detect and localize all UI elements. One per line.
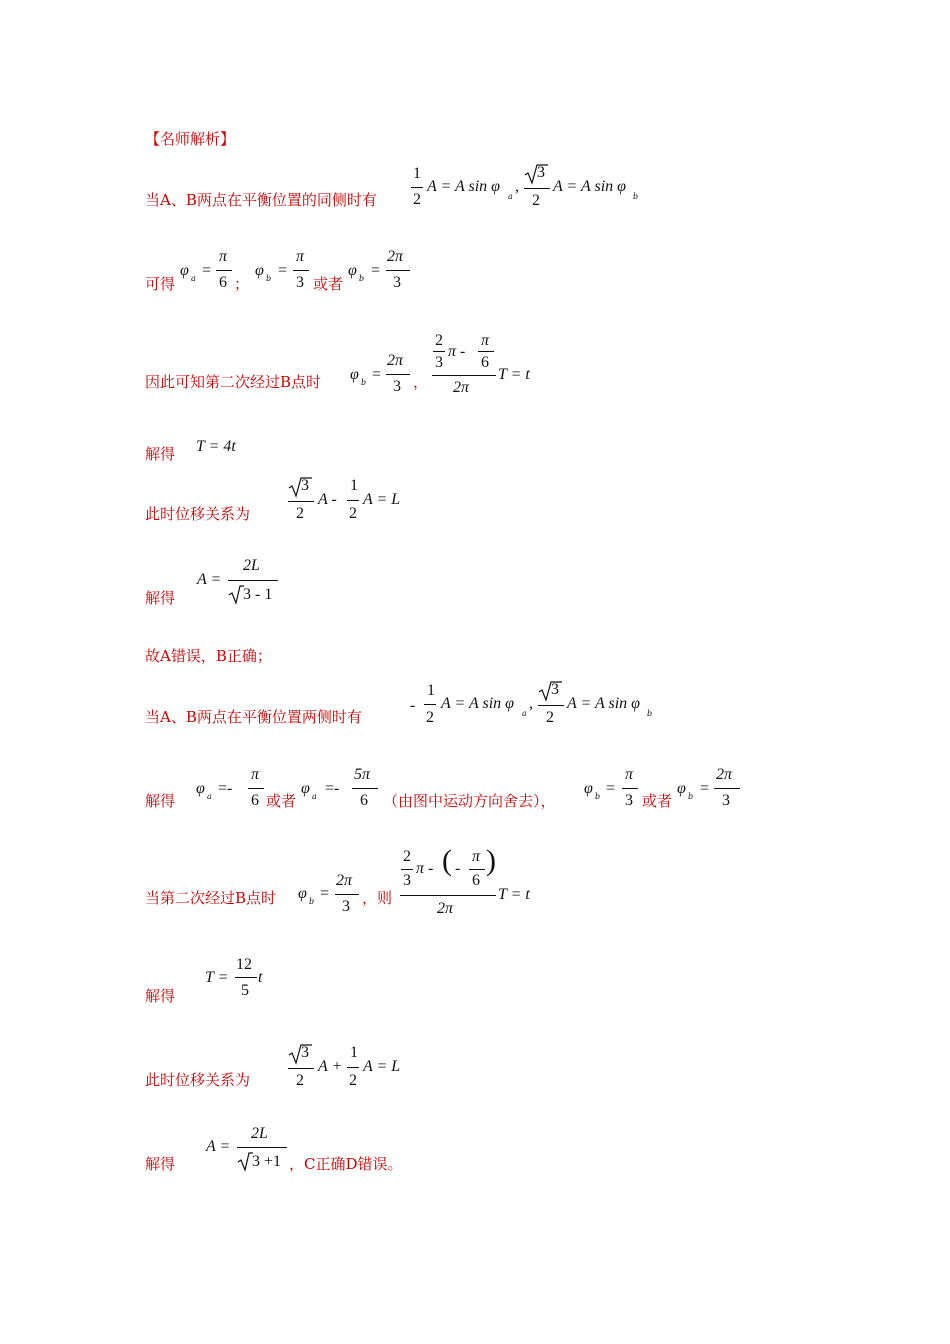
text-line-9: 解得: [145, 792, 176, 810]
T-eq-t: T = t: [498, 886, 530, 903]
sub-b: b: [266, 274, 272, 283]
den-root3-minus-1: 3 - 1: [243, 586, 273, 603]
den-two: 2: [296, 1072, 304, 1089]
frac1-den: 2: [413, 191, 421, 208]
inner-six: 6: [472, 872, 480, 889]
num-one: 1: [350, 477, 358, 494]
or-text: 或者: [642, 792, 673, 810]
den-three: 3: [342, 898, 350, 915]
den-two: 2: [349, 505, 357, 522]
frac-bar: [335, 894, 359, 895]
then-text: ，则: [362, 889, 393, 907]
pi-minus: π -: [416, 860, 434, 877]
frac-bar: [622, 788, 638, 789]
left-paren: (: [442, 844, 452, 877]
den-six: 6: [251, 792, 259, 809]
sub-a: a: [312, 792, 317, 801]
A-eq-L: A = L: [363, 1058, 401, 1075]
conclusion-text: ，C正确D错误。: [289, 1155, 403, 1173]
frac-bar: [235, 977, 257, 978]
eq-neg: =-: [325, 780, 340, 797]
frac-bar: [714, 788, 740, 789]
pi-num: π: [296, 248, 305, 265]
den-three: 3: [722, 792, 730, 809]
den-two: 2: [546, 709, 554, 726]
inner-bar: [478, 351, 494, 352]
T-eq-t: T = t: [498, 366, 530, 383]
den-two: 2: [296, 505, 304, 522]
pi-num: π: [625, 766, 634, 783]
sub-b: b: [359, 274, 365, 283]
note-text: （由图中运动方向舍去），: [383, 792, 556, 810]
frac-bar: [288, 1068, 314, 1069]
den-five: 5: [241, 982, 249, 999]
equals: =: [371, 262, 381, 279]
num-twelve: 12: [236, 956, 252, 973]
inner-pi: π: [472, 848, 481, 865]
den-three: 3: [625, 792, 633, 809]
A-eq: A =: [206, 1138, 231, 1155]
semicolon: ；: [234, 275, 250, 293]
twopi-num: 2π: [387, 352, 404, 369]
A-eq: A =: [197, 571, 222, 588]
inner-num-two: 2: [403, 848, 411, 865]
right-paren: ): [486, 844, 496, 877]
text-line-1: 当A、B两点在平衡位置的同侧时有: [145, 191, 377, 209]
frac-bar: [228, 580, 278, 581]
main-frac-bar: [400, 895, 496, 896]
frac-bar: [538, 705, 564, 706]
twopi-num: 2π: [716, 766, 733, 783]
equals: =: [700, 780, 710, 797]
frac-bar: [347, 1067, 359, 1068]
sub-a: a: [207, 792, 212, 801]
text-line-4: 解得: [145, 445, 176, 463]
den-three: 3: [296, 274, 304, 291]
text-line-10: 当第二次经过B点时: [145, 889, 277, 907]
phi-a: φ: [301, 780, 310, 797]
num-2L: 2L: [243, 557, 260, 574]
frac2-num: 3: [537, 164, 545, 181]
sqrt3: 3: [301, 477, 309, 494]
inner-six: 6: [481, 354, 489, 371]
text-line-2: 可得: [145, 275, 176, 293]
inner-bar: [433, 351, 445, 352]
sub-b: b: [647, 709, 653, 718]
pi-num: π: [251, 766, 260, 783]
sub-a: a: [191, 274, 196, 283]
frac-bar: [293, 270, 309, 271]
frac2-bar: [524, 188, 550, 189]
or-text: 或者: [313, 275, 344, 293]
frac-bar: [347, 500, 359, 501]
inner-num-two: 2: [435, 332, 443, 349]
text-line-5: 此时位移关系为: [145, 505, 251, 523]
inner-bar: [469, 869, 485, 870]
num-one: 1: [350, 1044, 358, 1061]
num-one: 1: [427, 682, 435, 699]
eq1-comma: ,: [515, 178, 519, 195]
sub-b: b: [309, 897, 315, 906]
A-plus: A +: [318, 1058, 343, 1075]
text-line-6: 解得: [145, 589, 176, 607]
phi-b: φ: [677, 780, 686, 797]
pi-num: π: [219, 248, 228, 265]
T-eq-4t: T = 4t: [196, 438, 236, 455]
den-three: 3: [393, 274, 401, 291]
frac-bar: [237, 1147, 287, 1148]
frac-bar: [248, 788, 264, 789]
frac-bar: [216, 270, 232, 271]
phi-b: φ: [255, 262, 264, 279]
main-frac-bar: [432, 375, 496, 376]
phi-b: φ: [298, 885, 307, 902]
pi-minus: π -: [448, 343, 466, 360]
frac2-den: 2: [532, 192, 540, 209]
text-line-3: 因此可知第二次经过B点时: [145, 373, 322, 391]
eq2-left: A = A sin φ: [553, 178, 626, 195]
frac1-num: 1: [413, 165, 421, 182]
equals: =: [372, 366, 382, 383]
comma: ,: [529, 695, 533, 712]
eq2-sub-b: b: [633, 192, 639, 201]
sub-b: b: [688, 792, 694, 801]
sub-a: a: [522, 709, 527, 718]
den-two: 2: [426, 709, 434, 726]
text-line-7: 故A错误，B正确；: [145, 647, 272, 665]
sqrt-symbol: [237, 1150, 253, 1172]
phi-a: φ: [180, 262, 189, 279]
section-heading: 【名师解析】: [145, 130, 236, 148]
inner-pi: π: [481, 332, 490, 349]
eq1-sub-a: a: [508, 192, 513, 201]
text-line-11: 解得: [145, 987, 176, 1005]
den-three: 3: [393, 378, 401, 395]
eq1-left: A = A sin φ: [427, 178, 500, 195]
neg-sign: -: [410, 697, 416, 714]
twopi-num: 2π: [336, 872, 353, 889]
eq-right: A = A sin φ: [567, 695, 640, 712]
inner-bar: [401, 869, 413, 870]
text-line-8: 当A、B两点在平衡位置两侧时有: [145, 708, 362, 726]
phi-b: φ: [348, 262, 357, 279]
text-line-13: 解得: [145, 1155, 176, 1173]
sqrt3: 3: [551, 681, 559, 698]
equals: =: [320, 885, 330, 902]
sub-b: b: [595, 792, 601, 801]
inner-den-three: 3: [403, 872, 411, 889]
sqrt3: 3: [301, 1044, 309, 1061]
text-line-12: 此时位移关系为: [145, 1071, 251, 1089]
sqrt-symbol: [228, 583, 244, 605]
phi-b: φ: [584, 780, 593, 797]
or-text: 或者: [266, 792, 297, 810]
neg-sign: -: [455, 860, 461, 877]
equals: =: [202, 262, 212, 279]
den-twopi: 2π: [453, 379, 470, 396]
inner-den-three: 3: [435, 354, 443, 371]
den-twopi: 2π: [437, 900, 454, 917]
A-eq-L: A = L: [363, 491, 401, 508]
comma: ，: [413, 373, 429, 391]
num-2L: 2L: [251, 1125, 268, 1142]
frac-bar: [424, 704, 436, 705]
twopi-num: 2π: [387, 248, 404, 265]
den-two: 2: [349, 1072, 357, 1089]
eq-left: A = A sin φ: [441, 695, 514, 712]
sub-b: b: [361, 378, 367, 387]
frac-bar: [386, 374, 410, 375]
phi-a: φ: [196, 780, 205, 797]
var-t: t: [258, 969, 263, 986]
A-minus: A -: [318, 491, 337, 508]
equals: =: [278, 262, 288, 279]
den-six: 6: [219, 274, 227, 291]
fivepi-num: 5π: [354, 766, 371, 783]
frac-bar: [352, 788, 378, 789]
phi-b: φ: [350, 366, 359, 383]
T-eq: T =: [205, 969, 229, 986]
frac-bar: [288, 501, 314, 502]
eq-neg: =-: [218, 780, 233, 797]
frac1-bar: [411, 187, 423, 188]
equals: =: [606, 780, 616, 797]
den-six: 6: [360, 792, 368, 809]
den-root3-plus-1: 3 +1: [252, 1153, 282, 1170]
frac-bar: [386, 270, 410, 271]
